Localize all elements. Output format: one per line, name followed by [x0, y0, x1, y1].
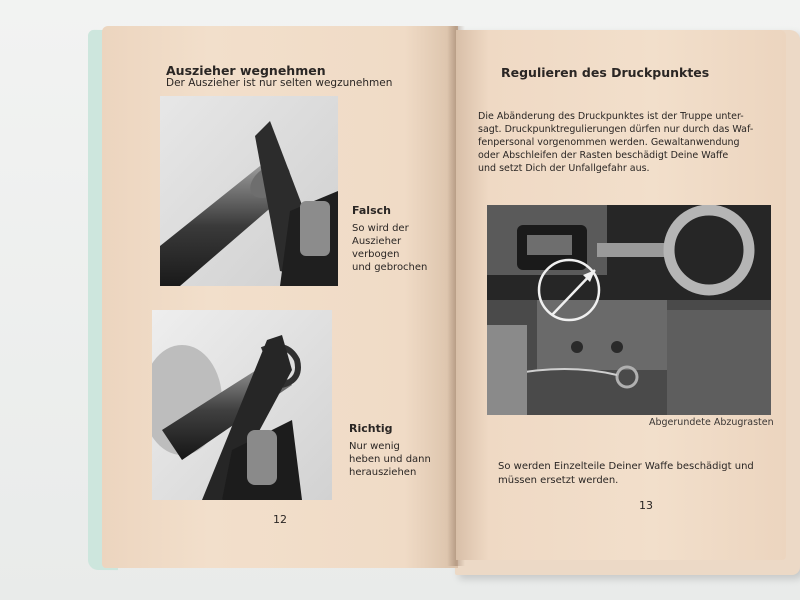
footer-line-2: müssen ersetzt werden.	[498, 475, 619, 486]
richtig-title: Richtig	[349, 422, 393, 435]
paragraph-line-5: und setzt Dich der Unfallgefahr aus.	[478, 163, 650, 174]
falsch-line-2: Auszieher	[352, 236, 402, 247]
paragraph-line-3: fenpersonal vorgenommen werden. Gewaltanwendung	[478, 137, 740, 148]
falsch-line-3: verbogen	[352, 249, 400, 260]
photo-richtig	[152, 310, 332, 500]
right-page	[456, 30, 786, 560]
photo-abzugrasten	[487, 205, 771, 415]
photo-caption: Abgerundete Abzugrasten	[649, 417, 774, 428]
footer-line-1: So werden Einzelteile Deiner Waffe beschädigt und	[498, 461, 754, 472]
falsch-line-4: und gebrochen	[352, 262, 428, 273]
left-page-subheading: Der Auszieher ist nur selten wegzunehmen	[166, 77, 393, 89]
richtig-line-1: Nur wenig	[349, 441, 400, 452]
left-page-number: 12	[273, 513, 287, 526]
richtig-line-2: heben und dann	[349, 454, 431, 465]
falsch-line-1: So wird der	[352, 223, 409, 234]
left-page-heading: Auszieher wegnehmen	[166, 63, 326, 78]
right-page-number: 13	[639, 499, 653, 512]
paragraph-line-4: oder Abschleifen der Rasten beschädigt Deine Waffe	[478, 150, 729, 161]
paragraph-line-1: Die Abänderung des Druckpunktes ist der Truppe unter-	[478, 111, 744, 122]
photo-falsch	[160, 96, 338, 286]
richtig-line-3: herausziehen	[349, 467, 417, 478]
right-page-heading: Regulieren des Druckpunktes	[501, 65, 710, 80]
falsch-title: Falsch	[352, 204, 391, 217]
left-page	[102, 26, 458, 568]
paragraph-line-2: sagt. Druckpunktregulierungen dürfen nur durch das Waf-	[478, 124, 754, 135]
